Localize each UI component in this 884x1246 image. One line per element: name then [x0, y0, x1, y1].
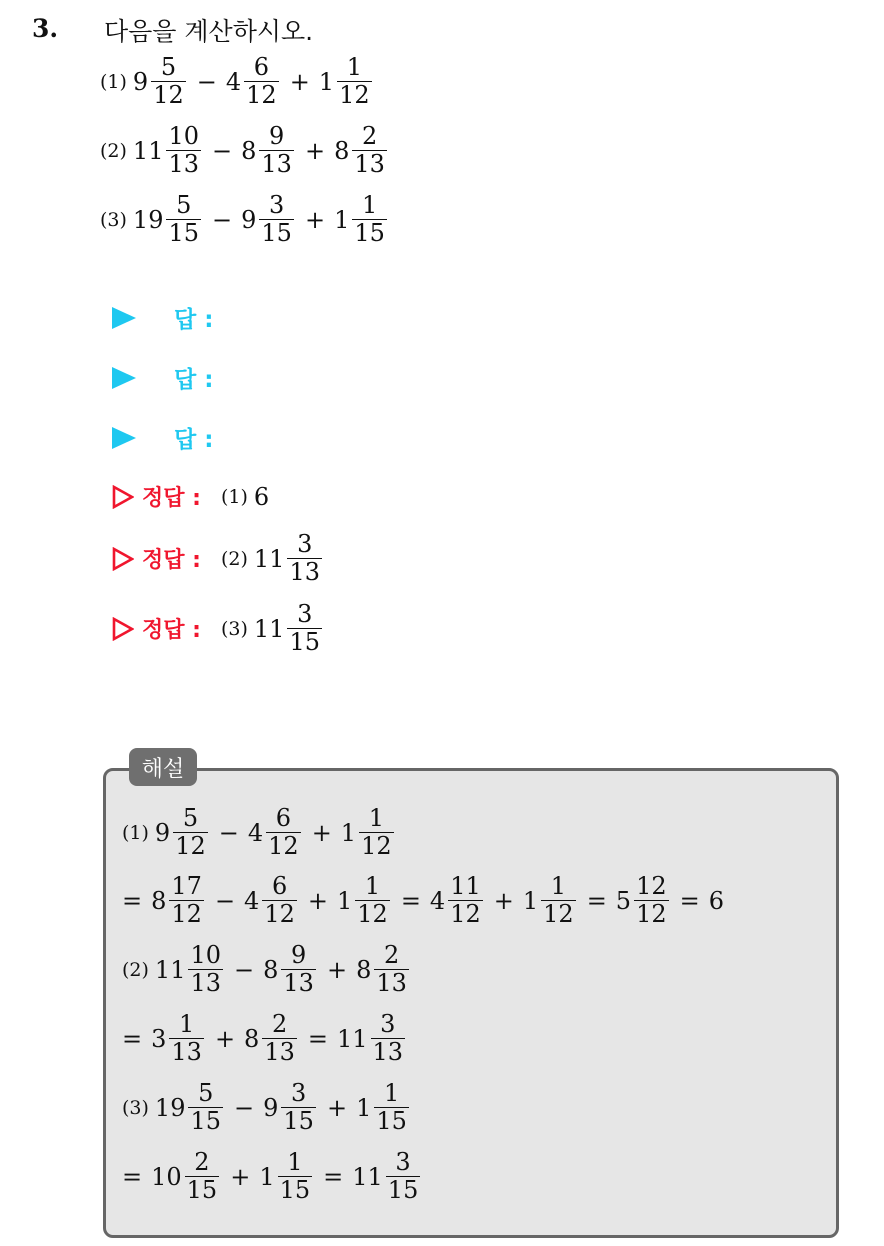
- operator: +: [289, 67, 310, 96]
- solution-line-5: (3) 19 $\frac{5}{15}$ − 9 $\frac{3}{15}$ + 1 $\frac{1}{15}$: [122, 1079, 407, 1136]
- fraction: $\frac{3}{15}$: [387, 1148, 419, 1205]
- answer-key-label: 정답 :: [142, 548, 201, 574]
- operator: +: [304, 136, 326, 165]
- fraction: $\frac{10}{13}$: [190, 941, 222, 998]
- fraction: $\frac{2}{13}$: [354, 122, 385, 179]
- fraction: $\frac{1}{12}$: [357, 872, 388, 929]
- problem-1: [100, 55, 374, 108]
- outline-triangle-icon: [112, 617, 134, 641]
- answer-key-2: [112, 532, 324, 585]
- answer-key-label: 정답 :: [142, 618, 201, 644]
- fraction: $\frac{1}{15}$: [354, 191, 385, 248]
- fraction: $\frac{17}{12}$: [171, 872, 202, 929]
- answer-label: 답 :: [174, 367, 214, 393]
- question-text: 다음을 계산하시오.: [104, 17, 314, 46]
- fraction: $\frac{1}{12}$: [543, 872, 574, 929]
- problem-label: (2): [100, 139, 127, 162]
- problem-label: (1): [100, 70, 127, 93]
- fraction: $\frac{5}{12}$: [175, 804, 206, 861]
- answer-blank-3[interactable]: [112, 421, 213, 454]
- fraction: $\frac{1}{13}$: [171, 1010, 202, 1067]
- fraction: $\frac{1}{15}$: [376, 1079, 407, 1136]
- mixed-number: 9 $\frac{3}{15}$: [241, 191, 292, 248]
- problem-2: [100, 124, 389, 177]
- question-number: 3.: [32, 14, 59, 43]
- fraction: $\frac{6}{12}$: [268, 804, 299, 861]
- operator: +: [304, 205, 326, 234]
- solution-line-1: (1) 9 $\frac{5}{12}$ − 4 $\frac{6}{12}$ + 1 $\frac{1}{12}$: [122, 804, 392, 861]
- fraction: $\frac{6}{12}$: [246, 53, 277, 110]
- fraction: $\frac{3}{13}$: [289, 530, 320, 587]
- mixed-number: 11 $\frac{10}{13}$: [132, 122, 200, 179]
- solution-line-2: = 8 $\frac{17}{12}$ − 4 $\frac{6}{12}$ + 1 $\frac{1}{12}$ = 4 $\frac{11}{12}$ + 1 $\frac{1}{12}$ = 5 $\frac{12}{12}$ = 6: [122, 872, 725, 929]
- mixed-number: 1 $\frac{1}{12}$: [318, 53, 370, 110]
- answer-key-label: 정답 :: [142, 486, 201, 511]
- answer-key-1: [112, 481, 270, 512]
- solution-line-6: = 10 $\frac{2}{15}$ + 1 $\frac{1}{15}$ = 11 $\frac{3}{15}$: [122, 1148, 419, 1205]
- answer-key-3: [112, 602, 324, 655]
- answer-label: 답 :: [174, 427, 214, 453]
- fraction: $\frac{10}{13}$: [168, 122, 200, 179]
- fraction: $\frac{5}{12}$: [153, 53, 184, 110]
- fraction: $\frac{3}{15}$: [289, 600, 320, 657]
- fraction: $\frac{6}{12}$: [264, 872, 295, 929]
- solution-line-3: (2) 11 $\frac{10}{13}$ − 8 $\frac{9}{13}$ + 8 $\frac{2}{13}$: [122, 941, 407, 998]
- problem-3: [100, 193, 389, 246]
- fraction: $\frac{1}{12}$: [361, 804, 392, 861]
- mixed-number: 4 $\frac{6}{12}$: [225, 53, 277, 110]
- play-triangle-icon: [112, 367, 136, 389]
- fraction: $\frac{9}{13}$: [261, 122, 292, 179]
- fraction: $\frac{2}{13}$: [264, 1010, 295, 1067]
- answer-blank-1[interactable]: [112, 301, 213, 334]
- operator: −: [196, 67, 217, 96]
- fraction: $\frac{3}{15}$: [261, 191, 292, 248]
- fraction: $\frac{3}{15}$: [283, 1079, 314, 1136]
- fraction: $\frac{2}{15}$: [186, 1148, 218, 1205]
- mixed-number: 19 $\frac{5}{15}$: [132, 191, 200, 248]
- fraction: $\frac{3}{13}$: [372, 1010, 404, 1067]
- mixed-number: 9 $\frac{5}{12}$: [132, 53, 184, 110]
- fraction: $\frac{5}{15}$: [168, 191, 200, 248]
- solution-line-4: = 3 $\frac{1}{13}$ + 8 $\frac{2}{13}$ = 11 $\frac{3}{13}$: [122, 1010, 404, 1067]
- answer-key-value: (3) 11 $\frac{3}{15}$: [220, 600, 320, 657]
- play-triangle-icon: [112, 307, 136, 329]
- operator: −: [212, 205, 233, 234]
- fraction: $\frac{12}{12}$: [636, 872, 667, 929]
- fraction: $\frac{1}{12}$: [339, 53, 370, 110]
- outline-triangle-icon: [112, 547, 134, 571]
- mixed-number: 8 $\frac{2}{13}$: [334, 122, 385, 179]
- operator: −: [212, 136, 233, 165]
- outline-triangle-icon: [112, 485, 134, 509]
- fraction: $\frac{11}{12}$: [450, 872, 481, 929]
- mixed-number: 1 $\frac{1}{15}$: [334, 191, 385, 248]
- fraction: $\frac{9}{13}$: [283, 941, 314, 998]
- answer-key-value: (1) 6: [220, 482, 270, 511]
- fraction: $\frac{5}{15}$: [190, 1079, 222, 1136]
- solution-tab: 해설: [129, 748, 197, 786]
- fraction: $\frac{1}{15}$: [279, 1148, 311, 1205]
- fraction: $\frac{2}{13}$: [376, 941, 407, 998]
- play-triangle-icon: [112, 427, 136, 449]
- mixed-number: 8 $\frac{9}{13}$: [241, 122, 292, 179]
- problem-label: (3): [100, 208, 127, 231]
- answer-key-value: (2) 11 $\frac{3}{13}$: [220, 530, 320, 587]
- answer-label: 답 :: [174, 307, 214, 333]
- answer-blank-2[interactable]: [112, 361, 213, 394]
